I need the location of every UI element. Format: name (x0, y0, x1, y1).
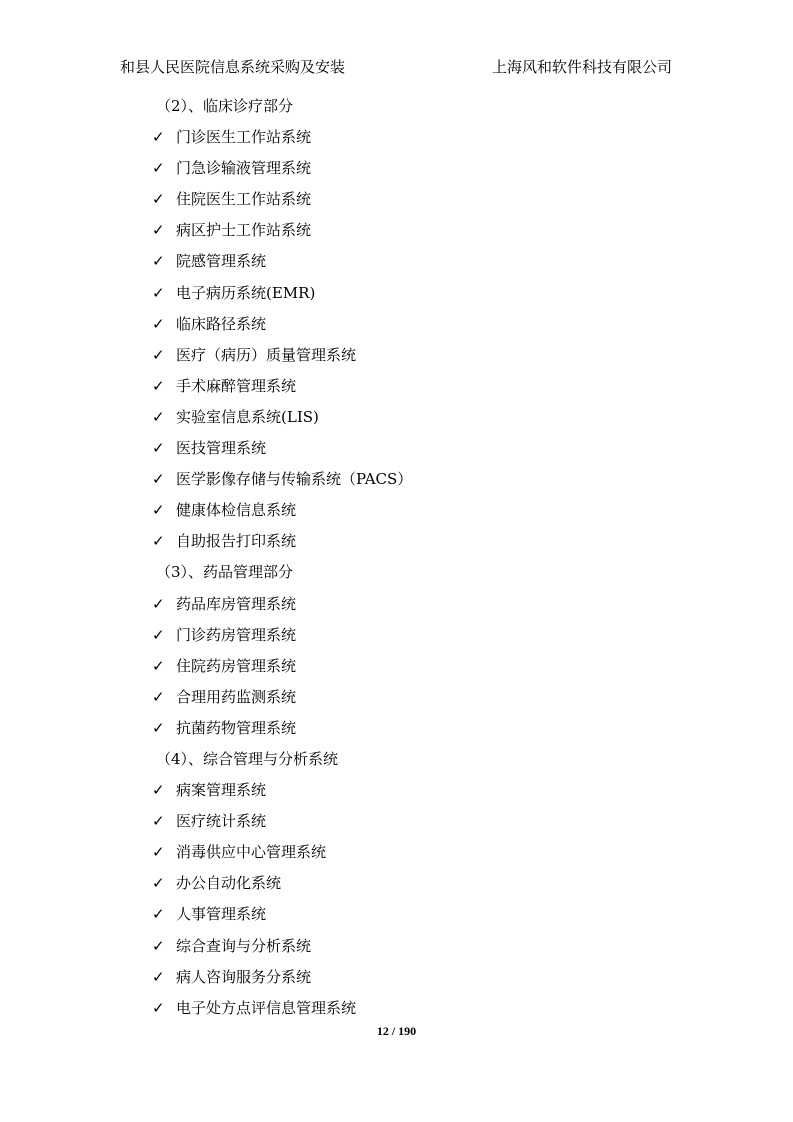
list-item-label: 自助报告打印系统 (176, 532, 297, 551)
checkmark-icon: ✓ (152, 252, 165, 271)
list-item (0, 529, 793, 560)
list-item-label: 医疗（病历）质量管理系统 (176, 345, 357, 364)
list-item-label: 医学影像存储与传输系统（PACS） (176, 470, 413, 489)
checkmark-icon: ✓ (152, 625, 165, 644)
list-item (0, 467, 793, 498)
list-item (0, 654, 793, 685)
list-item-label: 门急诊输液管理系统 (176, 159, 312, 178)
section-heading: （2）、临床诊疗部分 (156, 97, 294, 115)
section-heading: （3）、药品管理部分 (156, 563, 294, 582)
list-item (0, 498, 793, 529)
checkmark-icon: ✓ (152, 812, 165, 831)
checkmark-icon: ✓ (152, 345, 165, 364)
page-number: 12 / 190 (376, 1024, 417, 1038)
list-item-label: 电子处方点评信息管理系统 (176, 998, 357, 1017)
list-item-label: 综合查询与分析系统 (176, 936, 312, 955)
checkmark-icon: ✓ (152, 159, 165, 178)
list-item (0, 249, 793, 280)
checkmark-icon: ✓ (152, 998, 165, 1017)
checkmark-icon: ✓ (152, 439, 165, 458)
list-item-label: 医疗统计系统 (176, 812, 267, 831)
list-item (0, 156, 793, 187)
list-item (0, 809, 793, 840)
list-item-label: 手术麻醉管理系统 (176, 376, 297, 395)
list-item (0, 778, 793, 809)
checkmark-icon: ✓ (152, 843, 165, 862)
list-item-label: 消毒供应中心管理系统 (176, 843, 327, 862)
document-body (0, 94, 793, 1027)
list-item-label: 门诊药房管理系统 (176, 625, 297, 644)
list-item-label: 合理用药监测系统 (176, 687, 297, 706)
list-item (0, 685, 793, 716)
list-item-label: 实验室信息系统(LIS) (176, 407, 319, 426)
checkmark-icon: ✓ (152, 128, 165, 147)
list-item (0, 343, 793, 374)
checkmark-icon: ✓ (152, 874, 165, 893)
list-item (0, 187, 793, 218)
list-item-label: 门诊医生工作站系统 (176, 128, 312, 147)
list-item (0, 281, 793, 312)
checkmark-icon: ✓ (152, 718, 165, 737)
list-item-label: 人事管理系统 (176, 905, 267, 924)
list-item (0, 405, 793, 436)
checkmark-icon: ✓ (152, 594, 165, 613)
list-item (0, 716, 793, 747)
list-item-label: 电子病历系统(EMR) (176, 283, 316, 302)
list-item-label: 办公自动化系统 (176, 874, 282, 893)
checkmark-icon: ✓ (152, 781, 165, 800)
list-item-label: 住院药房管理系统 (176, 656, 297, 675)
list-item (0, 934, 793, 965)
list-item (0, 436, 793, 467)
list-item (0, 965, 793, 996)
checkmark-icon: ✓ (152, 470, 165, 489)
checkmark-icon: ✓ (152, 407, 165, 426)
list-item-label: 住院医生工作站系统 (176, 190, 312, 209)
list-item (0, 374, 793, 405)
list-item-label: 院感管理系统 (176, 252, 267, 271)
checkmark-icon: ✓ (152, 905, 165, 924)
list-item-label: 病案管理系统 (176, 781, 267, 800)
checkmark-icon: ✓ (152, 532, 165, 551)
section-heading: （4）、综合管理与分析系统 (156, 749, 339, 768)
list-item-label: 临床路径系统 (176, 314, 267, 333)
list-item (0, 623, 793, 654)
list-item (0, 996, 793, 1027)
list-item-label: 药品库房管理系统 (176, 594, 297, 613)
list-item (0, 125, 793, 156)
checkmark-icon: ✓ (152, 967, 165, 986)
list-item (0, 840, 793, 871)
list-item (0, 871, 793, 902)
list-item (0, 312, 793, 343)
list-item-label: 医技管理系统 (176, 439, 267, 458)
checkmark-icon: ✓ (152, 936, 165, 955)
checkmark-icon: ✓ (152, 283, 165, 302)
checkmark-icon: ✓ (152, 314, 165, 333)
list-item (0, 218, 793, 249)
list-item-label: 健康体检信息系统 (176, 501, 297, 520)
checkmark-icon: ✓ (152, 501, 165, 520)
checkmark-icon: ✓ (152, 376, 165, 395)
list-item-label: 抗菌药物管理系统 (176, 718, 297, 737)
list-item-label: 病区护士工作站系统 (176, 221, 312, 240)
checkmark-icon: ✓ (152, 656, 165, 675)
header-right-company: 上海风和软件科技有限公司 (492, 58, 673, 76)
list-item (0, 592, 793, 623)
checkmark-icon: ✓ (152, 221, 165, 240)
list-item (0, 902, 793, 933)
list-item-label: 病人咨询服务分系统 (176, 967, 312, 986)
header-left-title: 和县人民医院信息系统采购及安装 (120, 58, 346, 76)
checkmark-icon: ✓ (152, 687, 165, 706)
checkmark-icon: ✓ (152, 190, 165, 209)
